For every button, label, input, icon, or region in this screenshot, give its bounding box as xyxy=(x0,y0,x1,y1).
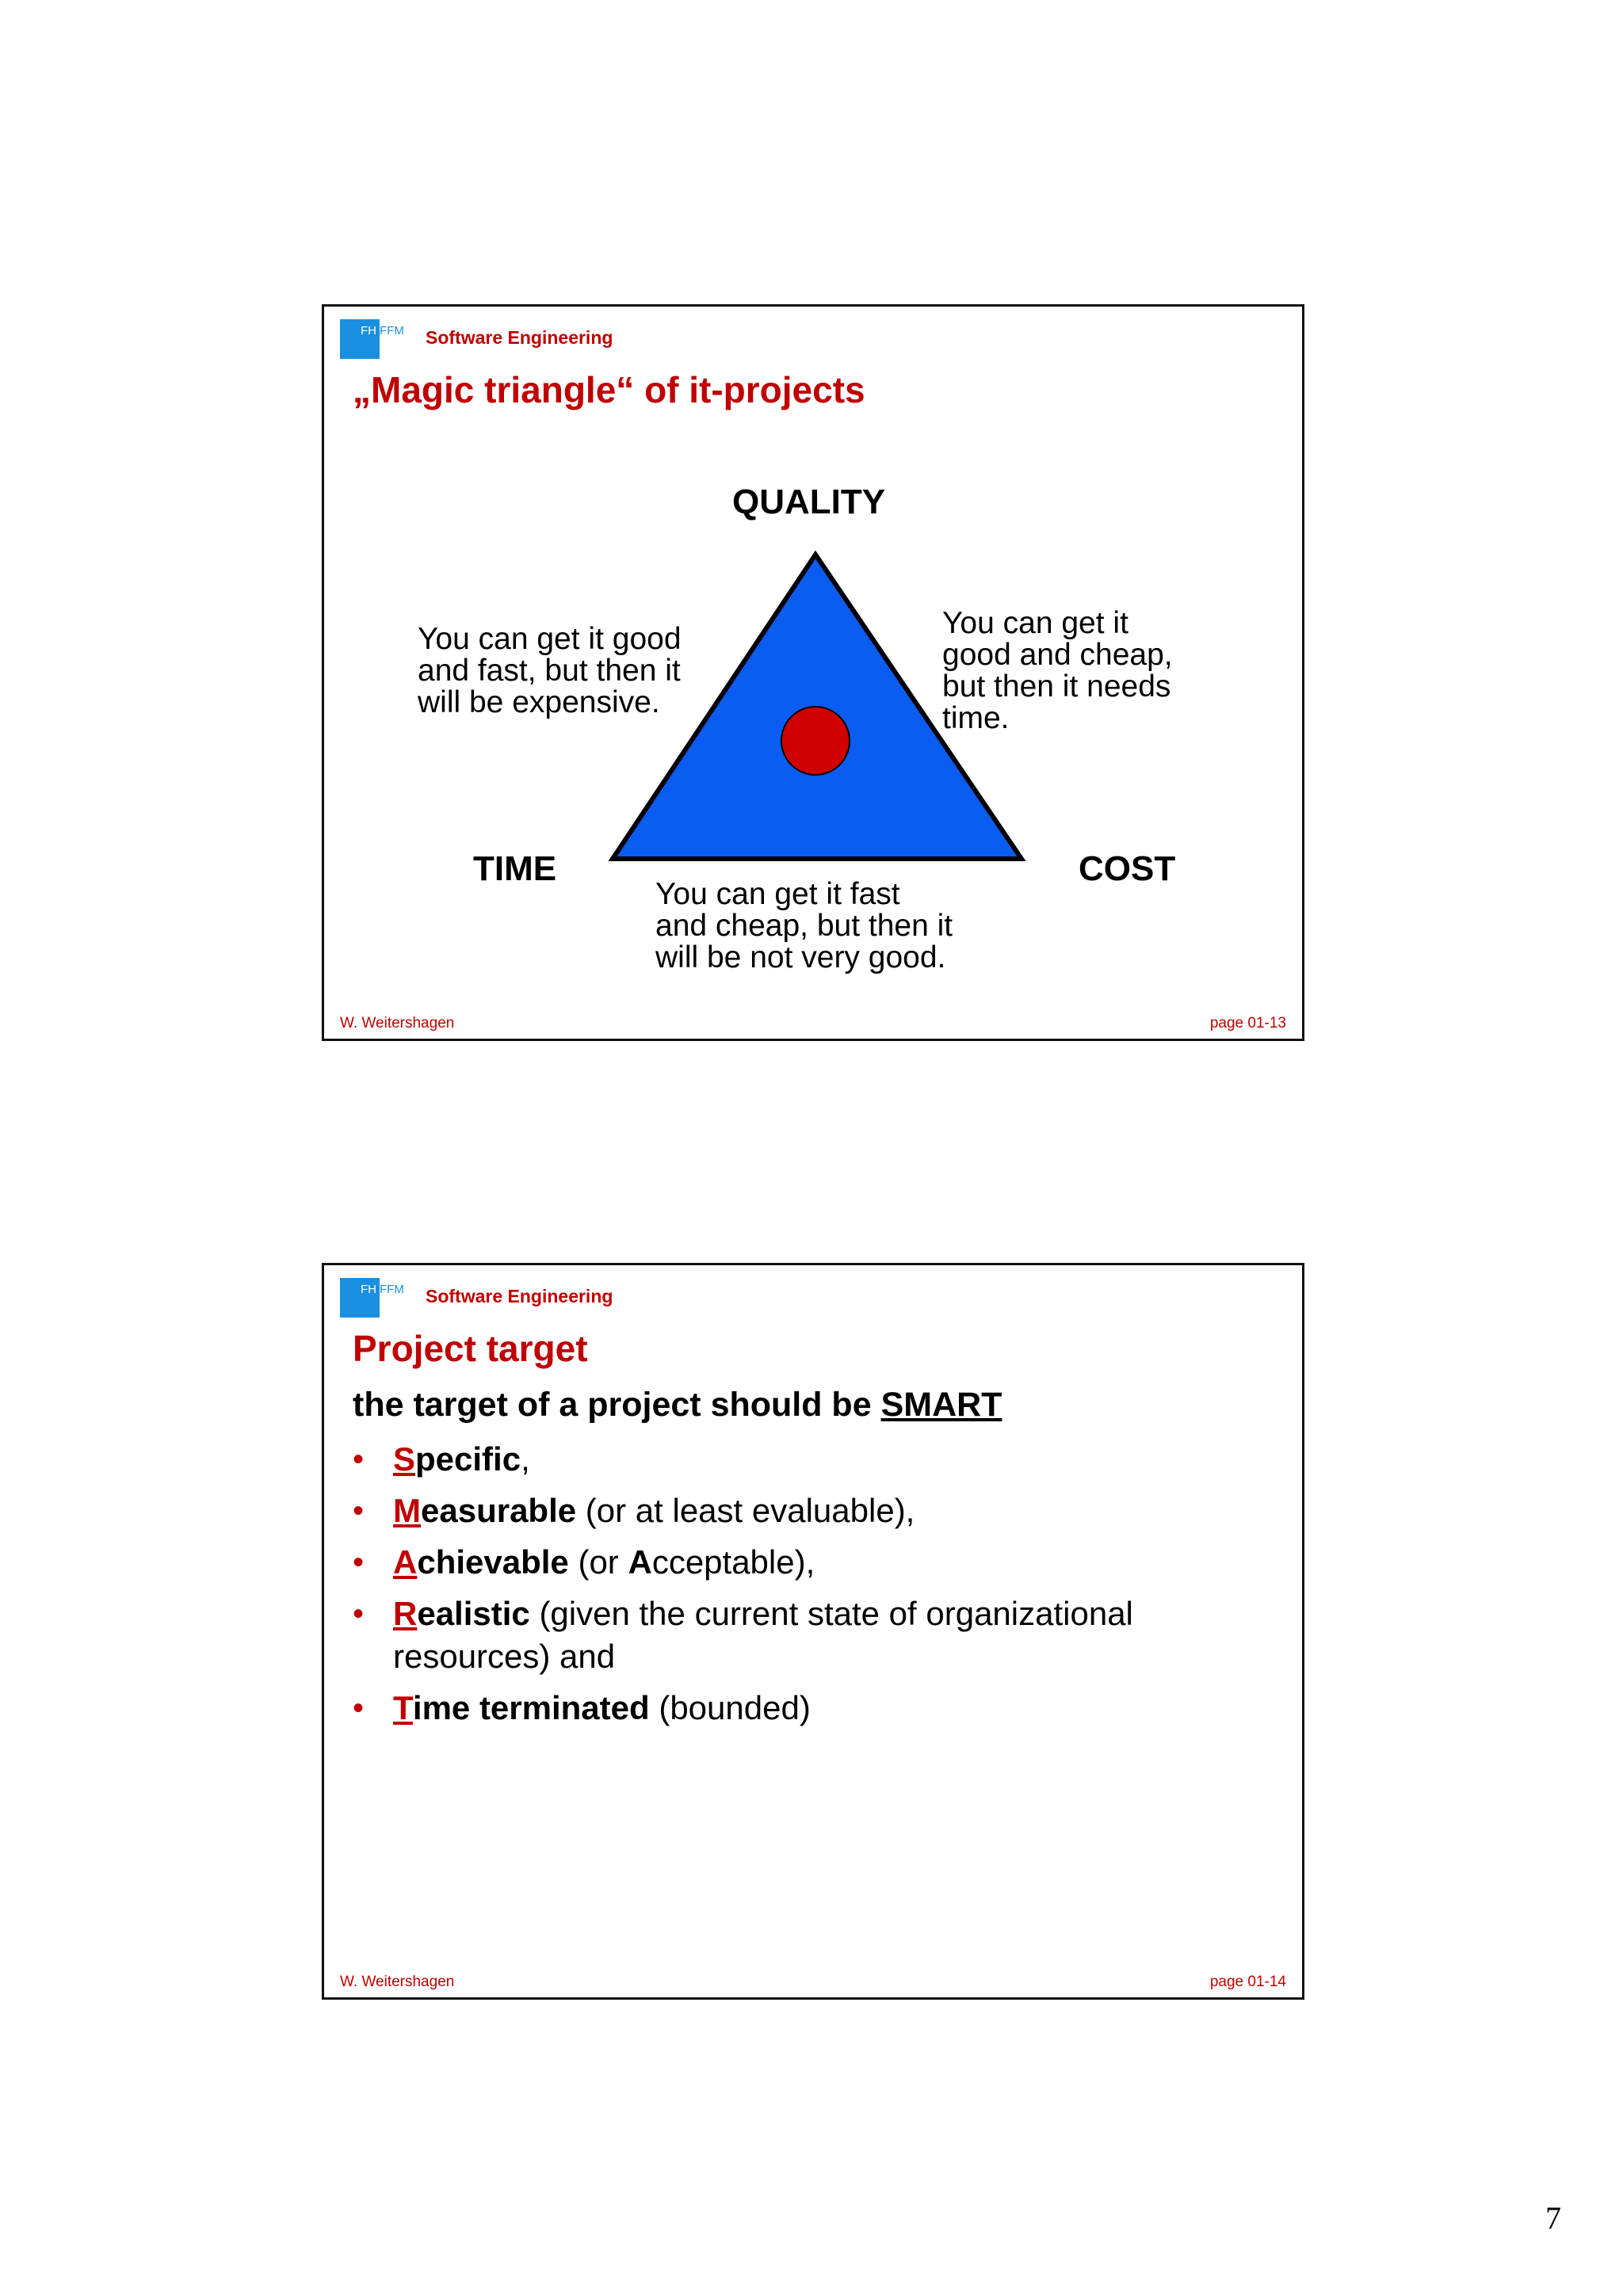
smart-acronym: SMART xyxy=(880,1386,1002,1424)
item-detail: (given the current state of organizational resources) and xyxy=(393,1595,1133,1675)
item-initial: A xyxy=(393,1543,418,1581)
slide-magic-triangle xyxy=(322,304,1304,1041)
smart-list xyxy=(353,1438,1272,1738)
logo-fh-text: FH xyxy=(361,1283,376,1296)
item-keyword: easurable xyxy=(421,1492,577,1529)
smart-item-realistic xyxy=(353,1592,1272,1678)
document-page-number: 7 xyxy=(1545,2200,1561,2236)
label-quality: QUALITY xyxy=(732,482,886,521)
footer-page-number: page 01-13 xyxy=(1209,1015,1286,1032)
note-fast-cheap: You can get it fast and cheap, but then it will be not very good. xyxy=(655,877,953,974)
center-circle xyxy=(781,707,850,775)
slide-project-target xyxy=(322,1263,1304,2000)
note-good-fast: You can get it good and fast, but then it will be expensive. xyxy=(418,622,682,719)
logo-fh-text: FH xyxy=(361,324,376,338)
item-initial: M xyxy=(393,1492,421,1529)
subtitle-text: the target of a project should be xyxy=(353,1386,881,1424)
item-detail: cceptable), xyxy=(651,1543,815,1581)
footer-page-number: page 01-14 xyxy=(1209,1974,1286,1990)
item-initial: S xyxy=(393,1440,416,1478)
smart-item-time-terminated xyxy=(353,1687,1272,1730)
logo-ffm-text: FFM xyxy=(380,324,404,338)
item-initial: T xyxy=(393,1689,413,1726)
label-cost: COST xyxy=(1079,849,1176,888)
item-initial: R xyxy=(393,1595,418,1632)
note-good-cheap: You can get it good and cheap, but then it needs time. xyxy=(942,606,1173,735)
item-keyword: ealistic xyxy=(417,1595,530,1632)
bullet: • xyxy=(353,1596,365,1631)
item-detail: (bounded) xyxy=(649,1689,811,1726)
smart-item-specific xyxy=(353,1438,1272,1481)
item-detail: (or xyxy=(568,1543,628,1581)
item-keyword: ime terminated xyxy=(412,1689,650,1726)
slide-title: „Magic triangle“ of it-projects xyxy=(353,369,865,410)
logo-ffm-text: FFM xyxy=(380,1283,404,1296)
course-title: Software Engineering xyxy=(426,327,613,348)
footer-author: W. Weitershagen xyxy=(340,1015,455,1032)
bullet: • xyxy=(353,1493,365,1528)
item-detail: (or at least evaluable), xyxy=(576,1492,915,1529)
fh-ffm-logo xyxy=(340,1278,404,1318)
bullet: • xyxy=(353,1691,365,1726)
smart-item-measurable xyxy=(353,1489,1272,1532)
slide-title: Project target xyxy=(353,1328,588,1369)
item-detail: , xyxy=(521,1440,530,1478)
bullet: • xyxy=(353,1545,365,1580)
item-keyword: chievable xyxy=(417,1543,569,1581)
course-title: Software Engineering xyxy=(426,1286,613,1306)
smart-item-achievable xyxy=(353,1541,1272,1584)
bullet: • xyxy=(353,1442,365,1477)
smart-subtitle xyxy=(353,1386,1002,1425)
label-time: TIME xyxy=(473,849,557,888)
item-detail-bold-initial: A xyxy=(628,1543,652,1581)
item-keyword: pecific xyxy=(415,1440,521,1478)
footer-author: W. Weitershagen xyxy=(340,1974,455,1990)
